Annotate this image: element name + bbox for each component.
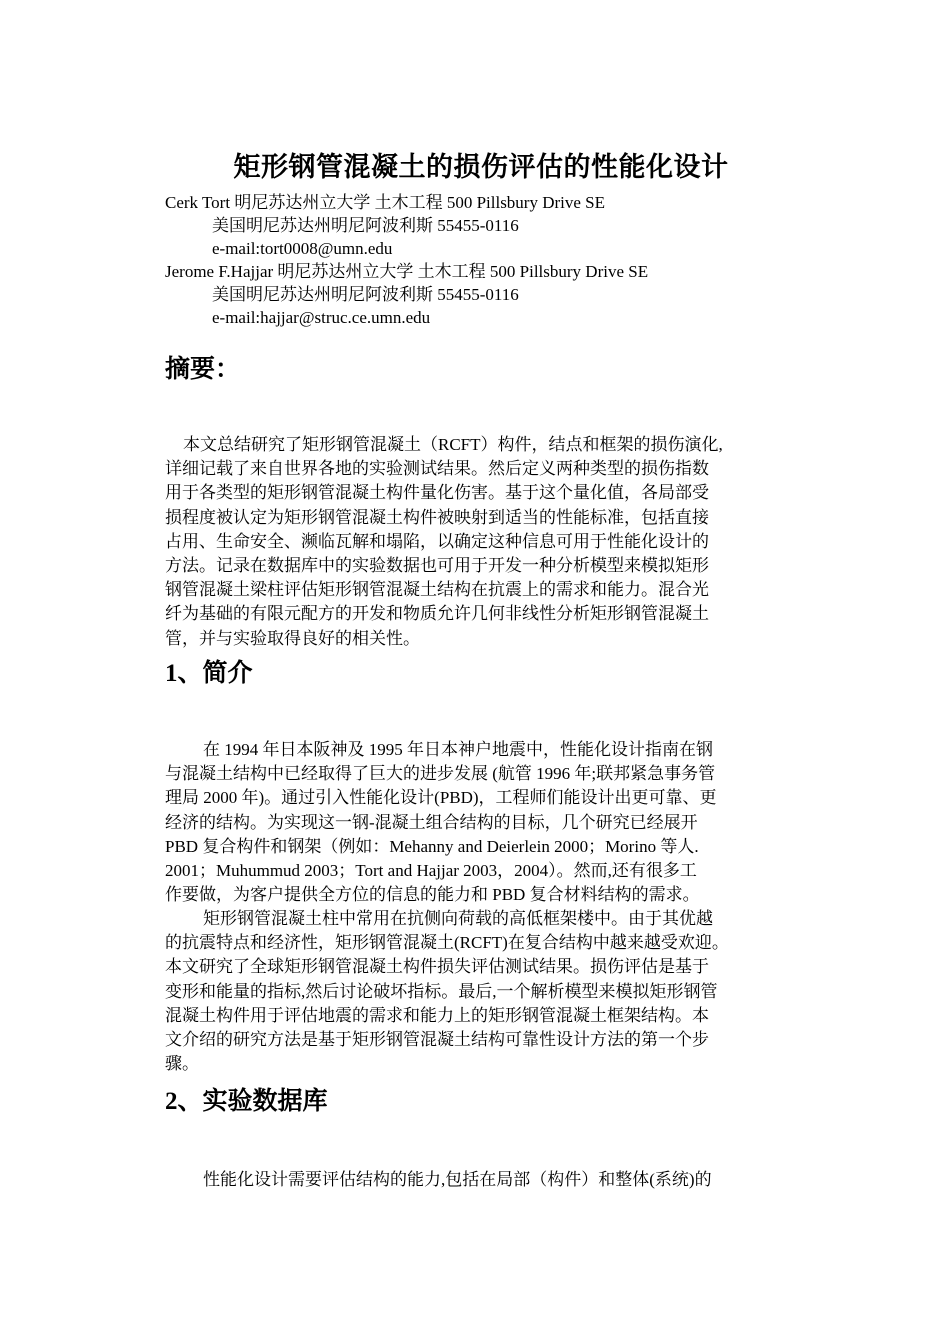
abstract-paragraph: [165, 433, 797, 651]
section-1-heading: 1、简介: [165, 660, 253, 687]
body-line: 理局 2000 年)。通过引入性能化设计(PBD)，工程师们能设计出更可靠、更: [165, 788, 717, 808]
body-line: 2001；Muhummud 2003；Tort and Hajjar 2003，2004）。然而,还有很多工: [165, 861, 697, 881]
abstract-line: 本文总结研究了矩形钢管混凝土（RCFT）构件，结点和框架的损伤演化,: [183, 435, 723, 454]
body-line: 混凝土构件用于评估地震的需求和能力上的矩形钢管混凝土框架结构。本: [165, 1005, 709, 1025]
author-2-affiliation: Jerome F.Hajjar 明尼苏达州立大学 土木工程 500 Pillsbury Drive SE: [165, 262, 649, 281]
author-1-email: e-mail:tort0008@umn.edu: [212, 239, 393, 258]
body-line: 与混凝土结构中已经取得了巨大的进步发展 (航管 1996 年;联邦紧急事务管: [165, 764, 716, 784]
body-line: PBD 复合构件和钢架（例如：Mehanny and Deierlein 2000；Morino 等人.: [165, 836, 699, 856]
body-line: 骤。: [165, 1054, 199, 1074]
body-line: 在 1994 年日本阪神及 1995 年日本神户地震中，性能化设计指南在钢: [203, 740, 713, 759]
section-2-heading: 2、实验数据库: [165, 1088, 328, 1115]
author-1-address: 美国明尼苏达州明尼阿波利斯 55455-0116: [212, 216, 519, 235]
abstract-heading: 摘要：: [165, 356, 241, 383]
abstract-line: 占用、生命安全、濒临瓦解和塌陷，以确定这种信息可用于性能化设计的: [165, 531, 709, 551]
abstract-line: 管，并与实验取得良好的相关性。: [165, 628, 420, 648]
abstract-line: 损程度被认定为矩形钢管混凝土构件被映射到适当的性能标准，包括直接: [165, 507, 709, 527]
body-line: 变形和能量的指标,然后讨论破坏指标。最后,一个解析模型来模拟矩形钢管: [165, 981, 718, 1001]
body-line: 矩形钢管混凝土柱中常用在抗侧向荷载的高低框架楼中。由于其优越: [203, 909, 713, 928]
body-line: 文介绍的研究方法是基于矩形钢管混凝土结构可靠性设计方法的第一个步: [165, 1030, 709, 1050]
abstract-line: 用于各类型的矩形钢管混凝土构件量化伤害。基于这个量化值，各局部受: [165, 483, 709, 503]
abstract-line: 纤为基础的有限元配方的开发和物质允许几何非线性分析矩形钢管混凝土: [165, 604, 709, 624]
paper-title: 矩形钢管混凝土的损伤评估的性能化设计: [233, 152, 729, 183]
section-2-paragraph-1: [165, 1168, 797, 1192]
author-1-affiliation: Cerk Tort 明尼苏达州立大学 土木工程 500 Pillsbury Drive SE: [165, 193, 606, 212]
section-1-paragraph-2: [165, 907, 797, 1076]
body-line: 经济的结构。为实现这一钢-混凝土组合结构的目标，几个研究已经展开: [165, 812, 698, 832]
abstract-line: 方法。记录在数据库中的实验数据也可用于开发一种分析模型来模拟矩形: [165, 556, 709, 576]
author-block: [165, 191, 797, 329]
section-1-paragraph-1: [165, 738, 797, 907]
abstract-line: 详细记载了来自世界各地的实验测试结果。然后定义两种类型的损伤指数: [165, 459, 709, 479]
body-line: 的抗震特点和经济性，矩形钢管混凝土(RCFT)在复合结构中越来越受欢迎。: [165, 933, 729, 953]
abstract-line: 钢管混凝土梁柱评估矩形钢管混凝土结构在抗震上的需求和能力。混合光: [165, 580, 709, 600]
author-2-address: 美国明尼苏达州明尼阿波利斯 55455-0116: [212, 285, 519, 304]
body-line: 性能化设计需要评估结构的能力,包括在局部（构件）和整体(系统)的: [203, 1170, 712, 1189]
author-2-email: e-mail:hajjar@struc.ce.umn.edu: [212, 308, 431, 327]
body-line: 作要做，为客户提供全方位的信息的能力和 PBD 复合材料结构的需求。: [165, 885, 700, 905]
body-line: 本文研究了全球矩形钢管混凝土构件损失评估测试结果。损伤评估是基于: [165, 957, 709, 977]
